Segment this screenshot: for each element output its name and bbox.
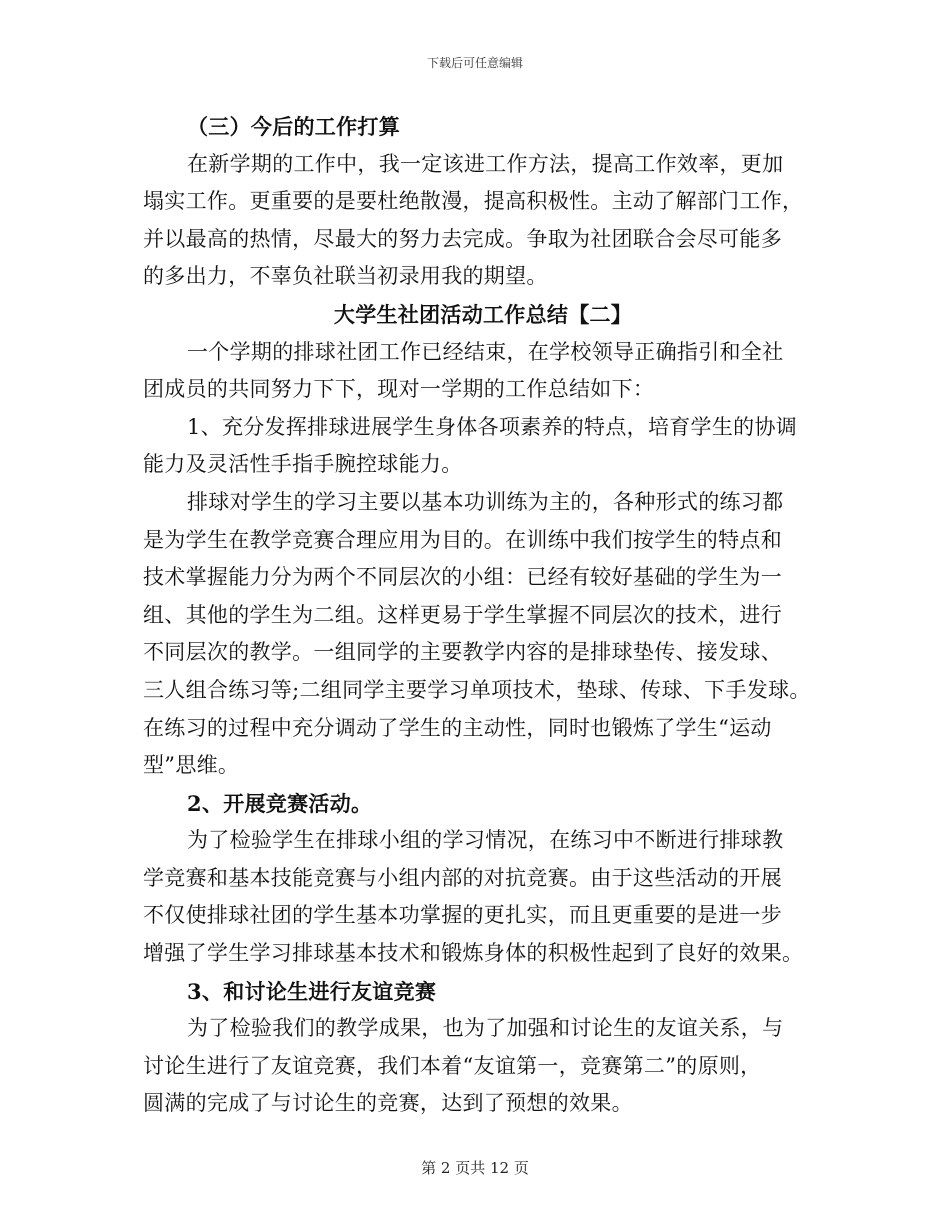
paragraph-line: 并以最高的热情，尽最大的努力去完成。争取为社团联合会尽可能多: [143, 226, 782, 251]
paragraph-line: 一个学期的排球社团工作已经结束，在学校领导正确指引和全社: [187, 339, 784, 364]
paragraph-line: 排球对学生的学习主要以基本功训练为主的，各种形式的练习都: [187, 489, 784, 514]
paragraph-line: 技术掌握能力分为两个不同层次的小组：已经有较好基础的学生为一: [143, 565, 782, 590]
paragraph-line: 为了检验我们的教学成果，也为了加强和讨论生的友谊关系，与: [187, 1016, 784, 1041]
paragraph-line: 不同层次的教学。一组同学的主要教学内容的是排球垫传、接发球、: [143, 640, 782, 665]
paragraph-line: 团成员的共同努力下下，现对一学期的工作总结如下：: [143, 377, 655, 402]
document-body: [143, 108, 823, 1123]
page-header-note: 下载后可任意编辑: [426, 56, 523, 70]
paragraph-line: 增强了学生学习排球基本技术和锻炼身体的积极性起到了良好的效果。: [143, 941, 804, 966]
section-heading-future-plans: （三）今后的工作打算: [187, 114, 400, 139]
paragraph-line: 在练习的过程中充分调动了学生的主动性，同时也锻炼了学生“运动: [143, 715, 772, 740]
paragraph-line: 在新学期的工作中，我一定该进工作方法，提高工作效率，更加: [187, 151, 784, 176]
paragraph-line: 学竞赛和基本技能竞赛与小组内部的对抗竞赛。由于这些活动的开展: [143, 865, 782, 890]
paragraph-line: 组、其他的学生为二组。这样更易于学生掌握不同层次的技术，进行: [143, 602, 782, 627]
section-heading-competition: 2、开展竞赛活动。: [187, 790, 373, 816]
paragraph-line: 为了检验学生在排球小组的学习情况，在练习中不断进行排球教: [187, 828, 784, 853]
paragraph-line: 型”思维。: [143, 753, 240, 778]
paragraph-line: 三人组合练习等;二组同学主要学习单项技术，垫球、传球、下手发球。: [143, 677, 811, 702]
page-footer-page-number: 第 2 页共 12 页: [421, 1159, 529, 1177]
paragraph-line: 能力及灵活性手指手腕控球能力。: [143, 452, 463, 477]
paragraph-line: 塌实工作。更重要的是要杜绝散漫，提高积极性。主动了解部门工作，: [143, 189, 804, 214]
paragraph-line: 讨论生进行了友谊竞赛，我们本着“友谊第一，竞赛第二”的原则，: [143, 1053, 762, 1078]
paragraph-line: 是为学生在教学竞赛合理应用为目的。在训练中我们按学生的特点和: [143, 527, 782, 552]
paragraph-line: 不仅使排球社团的学生基本功掌握的更扎实，而且更重要的是进一步: [143, 903, 782, 928]
section-heading-friendly-match: 3、和讨论生进行友谊竞赛: [187, 978, 437, 1004]
document-title-part-two: 大学生社团活动工作总结【二】: [333, 301, 633, 327]
paragraph-line: 1、充分发挥排球进展学生身体各项素养的特点，培育学生的协调: [187, 414, 798, 439]
paragraph-line: 的多出力，不辜负社联当初录用我的期望。: [143, 264, 548, 289]
paragraph-line: 圆满的完成了与讨论生的竞赛，达到了预想的效果。: [143, 1091, 633, 1116]
